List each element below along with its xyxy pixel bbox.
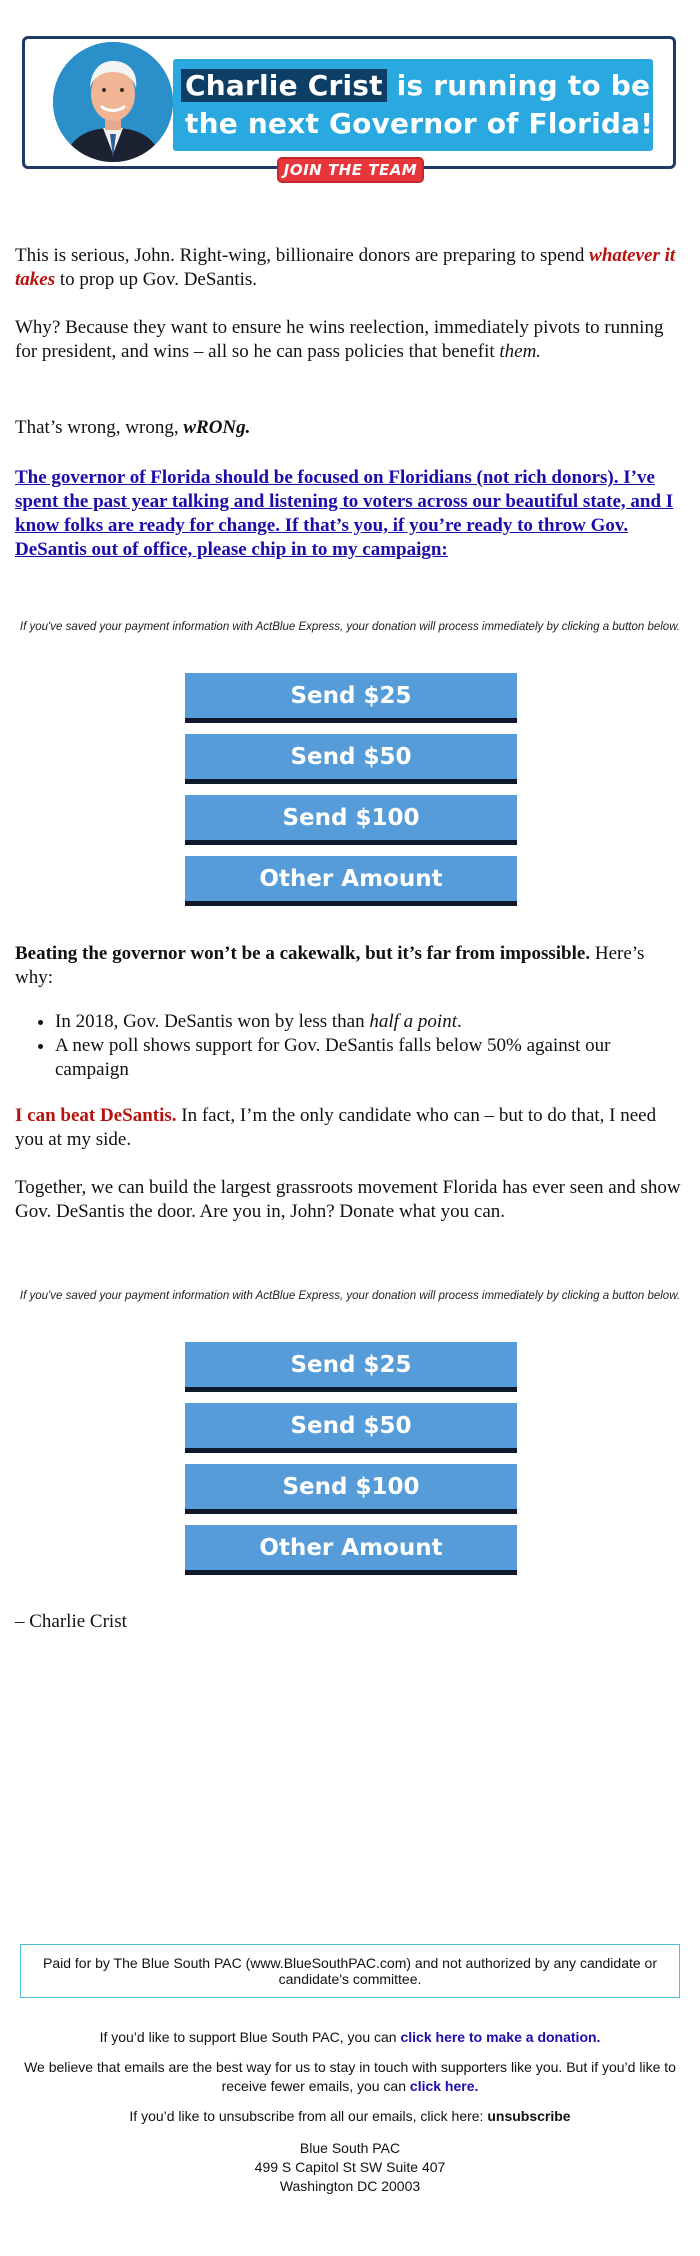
reasons-list xyxy=(15,1010,685,1082)
intro-p3-start: That’s wrong, wrong, xyxy=(15,417,184,438)
reason-item-1 xyxy=(55,1010,685,1034)
cakewalk-paragraph xyxy=(15,942,685,990)
send-50-button[interactable]: Send $50 xyxy=(185,734,517,784)
intro-p3-emphasis: wRONg. xyxy=(183,417,251,438)
together-paragraph: Together, we can build the largest grassroots movement Florida has ever seen and show Gov. DeSantis the door. Are you in, John? Donate what you can. xyxy=(15,1177,681,1222)
mailing-address xyxy=(20,2139,680,2196)
other-amount-button-2[interactable]: Other Amount xyxy=(185,1525,517,1575)
intro-p2-emphasis: them. xyxy=(499,341,542,362)
intro-p1-emphasis: whatever it takes xyxy=(15,245,676,290)
intro-paragraph-1 xyxy=(15,244,685,292)
support-text: If you’d like to support Blue South PAC, you can xyxy=(99,2029,401,2045)
intro-p1-start: This is serious, John. Right-wing, billionaire donors are preparing to spend xyxy=(15,245,590,266)
paid-for-disclaimer: Paid for by The Blue South PAC (www.BlueSouthPAC.com) and not authorized by any candidate or candidate's committee. xyxy=(20,1944,680,1998)
unsubscribe-text: If you’d like to unsubscribe from all our emails, click here: xyxy=(129,2108,488,2124)
banner-headline-line1: is running to be xyxy=(386,69,651,102)
reason-1-end: . xyxy=(456,1011,462,1032)
donation-ask-paragraph xyxy=(15,466,685,562)
portrait-illustration xyxy=(53,42,173,162)
make-donation-link[interactable]: click here to make a donation. xyxy=(400,2029,601,2045)
beat-desantis-rest: In fact, I’m the only candidate who can – but to do that, I need you at my side. xyxy=(15,1105,657,1150)
reason-1-emphasis: half a point xyxy=(369,1011,457,1032)
address-name: Blue South PAC xyxy=(299,2140,401,2156)
cakewalk-lead: Beating the governor won’t be a cakewalk, but it’s far from impossible. xyxy=(15,943,591,964)
fewer-emails-line xyxy=(20,2058,680,2096)
header-banner[interactable] xyxy=(22,36,676,169)
donation-ask-link[interactable]: The governor of Florida should be focused on Floridians (not rich donors). I’ve spent the past year talking and listening to voters across our beautiful state, and I know folks are ready for change. If that’s you, if you’re ready to throw Gov. DeSantis out of office, please chip in to my campaign: xyxy=(15,467,674,560)
candidate-portrait xyxy=(53,42,173,162)
reason-1-start: In 2018, Gov. DeSantis won by less than xyxy=(55,1011,370,1032)
reason-item-2: • A new poll shows support for Gov. DeSantis falls below 50% against our campaign xyxy=(55,1034,685,1082)
beat-desantis-paragraph xyxy=(15,1104,685,1152)
join-the-team-button[interactable]: JOIN THE TEAM xyxy=(277,157,424,183)
banner-candidate-name: Charlie Crist xyxy=(181,69,387,102)
send-100-button[interactable]: Send $100 xyxy=(185,795,517,845)
intro-paragraph-2 xyxy=(15,316,685,364)
intro-paragraph-3 xyxy=(15,416,685,440)
send-25-button-2[interactable]: Send $25 xyxy=(185,1342,517,1392)
other-amount-button[interactable]: Other Amount xyxy=(185,856,517,906)
unsubscribe-line xyxy=(20,2107,680,2126)
support-line xyxy=(20,2028,680,2047)
actblue-express-note-2: If you've saved your payment information with ActBlue Express, your donation will process immediately by clicking a button below. xyxy=(19,1290,681,1302)
banner-headline xyxy=(185,67,655,143)
actblue-express-note-1: If you've saved your payment information with ActBlue Express, your donation will process immediately by clicking a button below. xyxy=(19,621,681,633)
beat-desantis-emphasis: I can beat DeSantis. xyxy=(15,1105,177,1126)
fewer-emails-text: We believe that emails are the best way for us to stay in touch with supporters like you. But if you’d like to receive fewer emails, you can xyxy=(24,2059,676,2094)
send-100-button-2[interactable]: Send $100 xyxy=(185,1464,517,1514)
send-50-button-2[interactable]: Send $50 xyxy=(185,1403,517,1453)
address-city: Washington DC 20003 xyxy=(279,2178,421,2194)
fewer-emails-link[interactable]: click here. xyxy=(409,2078,479,2094)
banner-headline-line2: the next Governor of Florida! xyxy=(185,107,654,140)
intro-p1-end: to prop up Gov. DeSantis. xyxy=(55,269,258,290)
send-25-button[interactable]: Send $25 xyxy=(185,673,517,723)
signoff: – Charlie Crist xyxy=(15,1611,127,1632)
intro-p2-start: Why? Because they want to ensure he wins reelection, immediately pivots to running for president, and wins – all so he can pass policies that benefit xyxy=(15,317,664,362)
address-street: 499 S Capitol St SW Suite 407 xyxy=(254,2159,446,2175)
cakewalk-rest: Here’s why: xyxy=(15,943,645,988)
unsubscribe-link[interactable]: unsubscribe xyxy=(487,2108,571,2124)
